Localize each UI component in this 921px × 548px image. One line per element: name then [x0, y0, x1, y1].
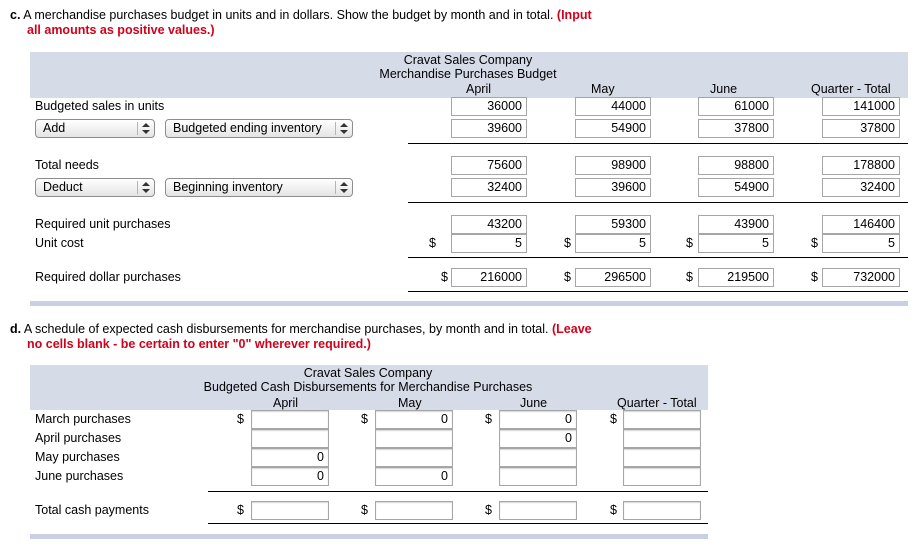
part-c-col-quarter-total: Quarter - Total	[811, 82, 891, 96]
subtotal-line-2	[408, 202, 908, 203]
june-purchases-quarter[interactable]	[623, 467, 701, 486]
budgeted-sales-quarter[interactable]: 141000	[822, 97, 900, 116]
april-purchases-quarter[interactable]	[623, 429, 701, 448]
budgeted-sales-april[interactable]: 36000	[451, 97, 527, 116]
may-purchases-april[interactable]: 0	[251, 448, 329, 467]
part-c-title: Merchandise Purchases Budget	[379, 67, 557, 81]
april-purchases-may[interactable]	[375, 429, 453, 448]
total-needs-quarter[interactable]: 178800	[822, 156, 900, 175]
dollar-sign: $	[485, 412, 492, 426]
ending-inventory-april[interactable]: 39600	[451, 119, 527, 138]
part-c-question	[10, 8, 650, 23]
deduct-select-value: Deduct	[43, 180, 83, 194]
march-purchases-may[interactable]: 0	[375, 410, 453, 429]
part-d-instruction-1: (Leave	[552, 322, 592, 336]
dollar-sign: $	[811, 270, 818, 284]
june-purchases-may[interactable]: 0	[375, 467, 453, 486]
budgeted-sales-june[interactable]: 61000	[698, 97, 774, 116]
dollar-sign: $	[441, 270, 448, 284]
part-d-prompt: A schedule of expected cash disbursements for merchandise purchases, by month and in total.	[23, 322, 549, 336]
may-purchases-label: May purchases	[35, 450, 120, 464]
part-d-company: Cravat Sales Company	[303, 366, 433, 380]
required-units-label: Required unit purchases	[35, 217, 171, 231]
may-purchases-june[interactable]	[499, 448, 577, 467]
total-cash-payments-april[interactable]	[251, 501, 329, 520]
dollar-sign: $	[485, 503, 492, 517]
march-purchases-label: March purchases	[35, 412, 131, 426]
required-units-june[interactable]: 43900	[698, 215, 774, 234]
total-needs-april[interactable]: 75600	[451, 156, 527, 175]
total-cash-payments-quarter[interactable]	[623, 501, 701, 520]
beginning-inventory-select[interactable]	[165, 178, 353, 197]
part-c-col-may: May	[591, 82, 615, 96]
dollar-sign: $	[564, 236, 571, 250]
part-c-col-april: April	[466, 82, 492, 96]
part-c-col-june: June	[710, 82, 738, 96]
subtotal-line-3	[408, 257, 908, 258]
beginning-inventory-select-value: Beginning inventory	[173, 180, 283, 194]
may-purchases-may[interactable]	[375, 448, 453, 467]
required-dollars-may[interactable]: 296500	[575, 268, 651, 287]
part-c-prompt: A merchandise purchases budget in units and in dollars. Show the budget by month and in total.	[23, 8, 554, 22]
required-units-april[interactable]: 43200	[451, 215, 527, 234]
dollar-sign: $	[361, 412, 368, 426]
subtotal-line-1	[408, 143, 908, 144]
unit-cost-april[interactable]: 5	[451, 234, 527, 253]
part-d-question	[10, 322, 650, 337]
march-purchases-april[interactable]	[251, 410, 329, 429]
add-select-value: Add	[43, 121, 66, 135]
part-c-instruction-2: all amounts as positive values.)	[27, 23, 215, 37]
required-dollars-label: Required dollar purchases	[35, 270, 181, 284]
total-line	[408, 291, 908, 292]
dollar-sign: $	[564, 270, 571, 284]
part-c-letter: c.	[10, 8, 21, 22]
april-purchases-april[interactable]	[251, 429, 329, 448]
part-d-subtotal-line	[208, 491, 708, 492]
ending-inventory-june[interactable]: 37800	[698, 119, 774, 138]
part-c-instruction-1: (Input	[556, 8, 592, 22]
required-dollars-april[interactable]: 216000	[451, 268, 527, 287]
march-purchases-quarter[interactable]	[623, 410, 701, 429]
total-needs-label: Total needs	[35, 158, 99, 172]
march-purchases-june[interactable]: 0	[499, 410, 577, 429]
ending-inventory-quarter[interactable]: 37800	[822, 119, 900, 138]
unit-cost-june[interactable]: 5	[698, 234, 774, 253]
dollar-sign: $	[237, 503, 244, 517]
required-units-quarter[interactable]: 146400	[822, 215, 900, 234]
dollar-sign: $	[610, 412, 617, 426]
beginning-inventory-june[interactable]: 54900	[698, 178, 774, 197]
beginning-inventory-may[interactable]: 39600	[575, 178, 651, 197]
april-purchases-label: April purchases	[35, 431, 122, 445]
part-d-col-may: May	[398, 396, 422, 410]
june-purchases-label: June purchases	[35, 469, 124, 483]
april-purchases-june[interactable]: 0	[499, 429, 577, 448]
required-dollars-quarter[interactable]: 732000	[822, 268, 900, 287]
june-purchases-april[interactable]: 0	[251, 467, 329, 486]
june-purchases-june[interactable]	[499, 467, 577, 486]
beginning-inventory-quarter[interactable]: 32400	[822, 178, 900, 197]
select-arrows-icon	[141, 122, 151, 135]
total-cash-payments-label: Total cash payments	[35, 503, 149, 517]
unit-cost-quarter[interactable]: 5	[822, 234, 900, 253]
dollar-sign: $	[686, 270, 693, 284]
dollar-sign: $	[429, 236, 436, 250]
budgeted-sales-may[interactable]: 44000	[575, 97, 651, 116]
part-d-title: Budgeted Cash Disbursements for Merchandise Purchases	[203, 380, 533, 394]
dollar-sign: $	[686, 236, 693, 250]
part-d-letter: d.	[10, 322, 22, 336]
total-cash-payments-june[interactable]	[499, 501, 577, 520]
part-c-company: Cravat Sales Company	[403, 53, 533, 67]
part-d-col-quarter-total: Quarter - Total	[617, 396, 697, 410]
dollar-sign: $	[237, 412, 244, 426]
beginning-inventory-april[interactable]: 32400	[451, 178, 527, 197]
ending-inventory-select-value: Budgeted ending inventory	[173, 121, 322, 135]
required-units-may[interactable]: 59300	[575, 215, 651, 234]
deduct-select[interactable]	[35, 178, 155, 197]
budgeted-sales-label: Budgeted sales in units	[35, 99, 165, 113]
total-cash-payments-may[interactable]	[375, 501, 453, 520]
dollar-sign: $	[610, 503, 617, 517]
dollar-sign: $	[811, 236, 818, 250]
part-d-footer-band	[30, 534, 708, 539]
may-purchases-quarter[interactable]	[623, 448, 701, 467]
total-needs-may[interactable]: 98900	[575, 156, 651, 175]
select-arrows-icon	[339, 181, 349, 194]
select-arrows-icon	[141, 181, 151, 194]
unit-cost-may[interactable]: 5	[575, 234, 651, 253]
add-select[interactable]	[35, 119, 155, 138]
select-arrows-icon	[339, 122, 349, 135]
part-d-col-june: June	[520, 396, 548, 410]
part-d-col-april: April	[273, 396, 299, 410]
part-d-total-line	[208, 523, 708, 524]
part-d-instruction-2: no cells blank - be certain to enter "0" wherever required.)	[27, 337, 371, 351]
dollar-sign: $	[361, 503, 368, 517]
ending-inventory-may[interactable]: 54900	[575, 119, 651, 138]
part-c-footer-band	[30, 301, 908, 306]
total-needs-june[interactable]: 98800	[698, 156, 774, 175]
unit-cost-label: Unit cost	[35, 236, 84, 250]
ending-inventory-select[interactable]	[165, 119, 353, 138]
required-dollars-june[interactable]: 219500	[698, 268, 774, 287]
